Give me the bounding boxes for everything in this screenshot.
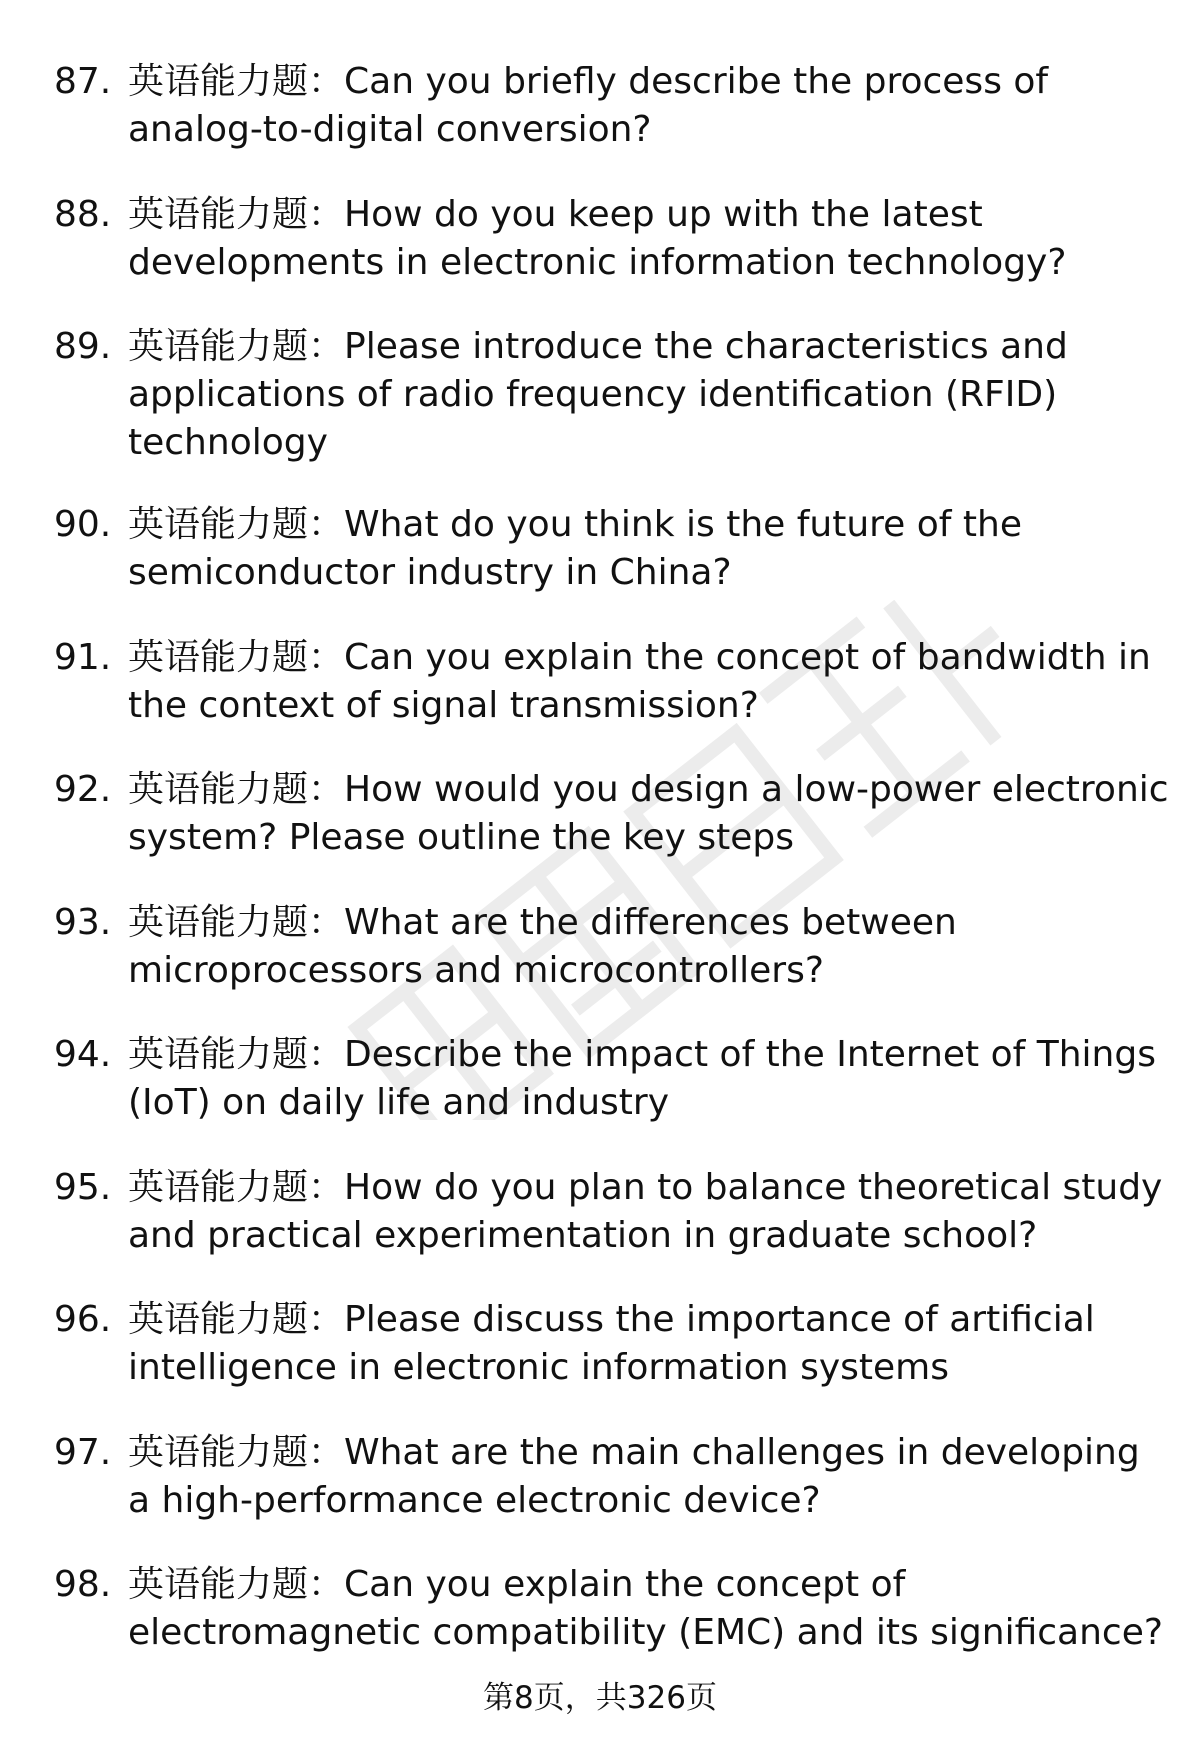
- question-text: Can you explain the concept of bandwidth in the context of signal transmission?: [128, 636, 1151, 726]
- question-number: 87.: [54, 61, 112, 102]
- question-text: How would you design a low-power electronic system? Please outline the key steps: [128, 769, 1169, 858]
- question-item: [0, 58, 1200, 191]
- question-label: 英语能力题：: [128, 1166, 345, 1208]
- question-label: 英语能力题：: [128, 769, 345, 810]
- question-body: [128, 191, 1170, 287]
- question-label: 英语能力题：: [128, 504, 345, 545]
- question-label: 英语能力题：: [128, 1564, 345, 1605]
- question-label: 英语能力题：: [128, 1431, 345, 1473]
- page-footer: 第8页，共326页: [483, 1680, 717, 1716]
- question-number: 95.: [54, 1166, 112, 1208]
- question-body: [128, 1561, 1170, 1657]
- question-text: Please discuss the importance of artificial intelligence in electronic information systems: [128, 1299, 1095, 1388]
- question-list: [0, 58, 1200, 1694]
- question-text: Can you briefly describe the process of analog-to-digital conversion?: [128, 61, 1049, 150]
- question-number: 92.: [54, 769, 112, 810]
- question-item: [0, 323, 1200, 501]
- question-label: 英语能力题：: [128, 636, 345, 678]
- question-body: [128, 1296, 1170, 1392]
- question-item: [0, 1164, 1200, 1297]
- question-text: How do you keep up with the latest developments in electronic information technology?: [128, 193, 1067, 283]
- question-number: 96.: [54, 1299, 112, 1340]
- question-number: 89.: [54, 326, 112, 367]
- question-number: 97.: [54, 1431, 112, 1473]
- question-body: [128, 634, 1170, 730]
- question-text: What are the differences between microprocessors and microcontrollers?: [128, 901, 957, 991]
- question-label: 英语能力题：: [128, 61, 345, 102]
- question-number: 93.: [54, 901, 112, 943]
- question-item: [0, 501, 1200, 634]
- question-label: 英语能力题：: [128, 326, 345, 367]
- question-text: What are the main challenges in developing a high-performance electronic device?: [128, 1431, 1140, 1521]
- question-label: 英语能力题：: [128, 901, 345, 943]
- question-item: [0, 1429, 1200, 1562]
- question-item: [0, 1031, 1200, 1164]
- question-text: How do you plan to balance theoretical study and practical experimentation in graduate school?: [128, 1166, 1163, 1256]
- question-item: [0, 1561, 1200, 1694]
- question-body: [128, 501, 1170, 597]
- question-label: 英语能力题：: [128, 193, 345, 235]
- question-body: [128, 58, 1170, 154]
- question-item: [0, 1296, 1200, 1429]
- question-text: What do you think is the future of the semiconductor industry in China?: [128, 504, 1022, 593]
- question-body: [128, 1429, 1170, 1525]
- question-item: [0, 899, 1200, 1032]
- question-text: Please introduce the characteristics and applications of radio frequency identification (RFID) technology: [128, 326, 1068, 463]
- question-item: [0, 191, 1200, 324]
- question-number: 90.: [54, 504, 112, 545]
- question-item: [0, 634, 1200, 767]
- question-body: [128, 1164, 1170, 1260]
- question-body: [128, 1031, 1170, 1127]
- question-body: [128, 323, 1170, 467]
- question-number: 91.: [54, 636, 112, 678]
- question-body: [128, 766, 1170, 862]
- question-number: 94.: [54, 1034, 112, 1075]
- question-number: 88.: [54, 193, 112, 235]
- question-item: [0, 766, 1200, 899]
- question-label: 英语能力题：: [128, 1299, 345, 1340]
- question-label: 英语能力题：: [128, 1034, 345, 1075]
- question-text: Describe the impact of the Internet of Things (IoT) on daily life and industry: [128, 1034, 1156, 1123]
- question-text: Can you explain the concept of electromagnetic compatibility (EMC) and its significance?: [128, 1564, 1163, 1653]
- question-number: 98.: [54, 1564, 112, 1605]
- question-body: [128, 899, 1170, 995]
